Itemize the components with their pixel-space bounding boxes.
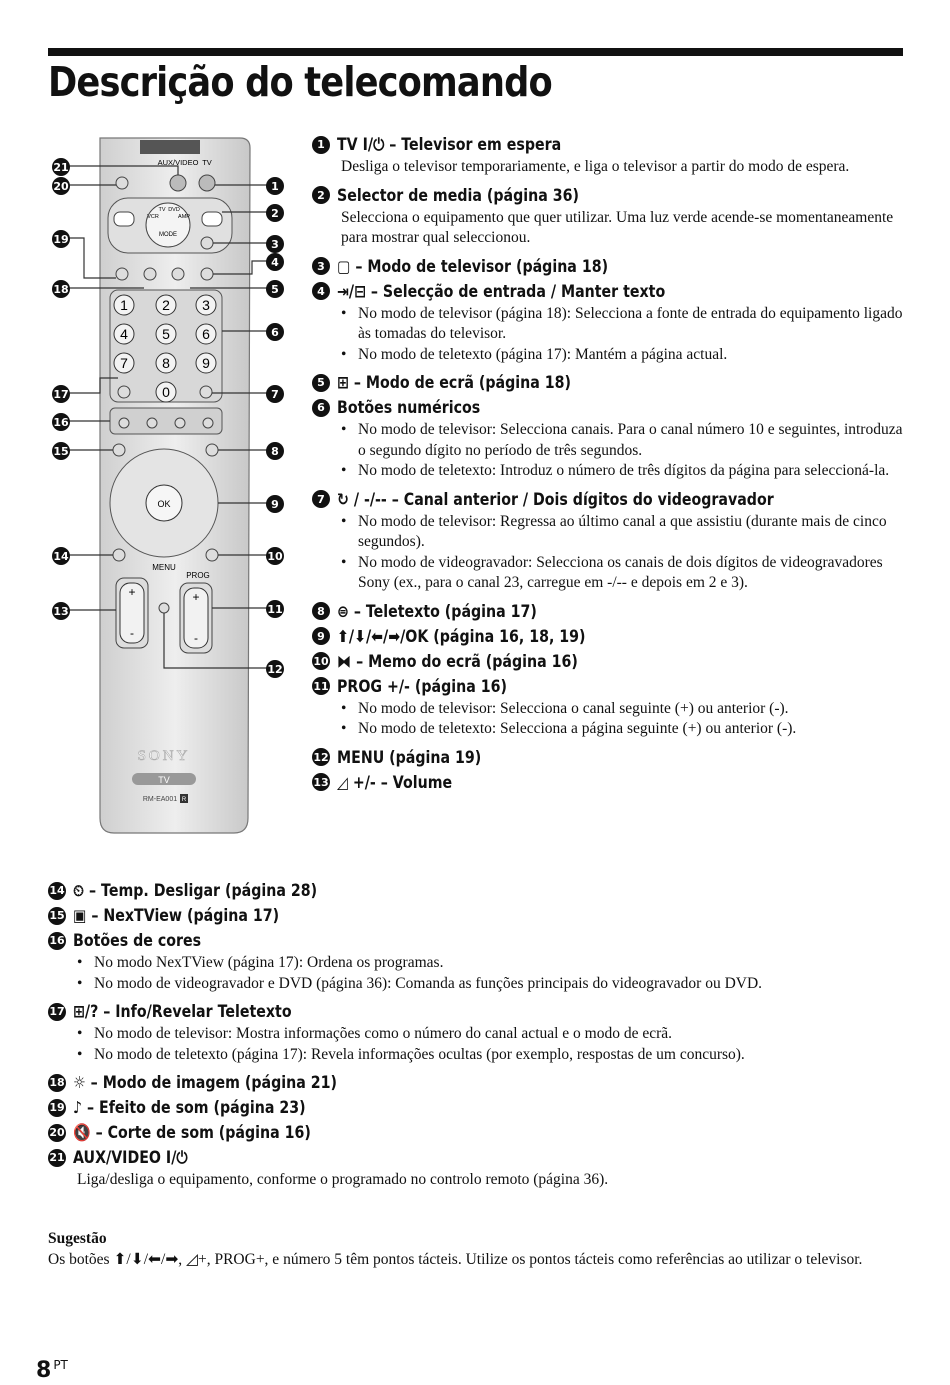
prog-label: PROG	[186, 571, 210, 580]
item-heading	[312, 132, 912, 157]
mode-label: MODE	[159, 232, 177, 238]
item-bullet: • No modo de televisor: Selecciona o canal seguinte (+) ou anterior (-).	[341, 699, 912, 720]
picture-mode-button[interactable]	[144, 268, 156, 280]
item-heading	[48, 903, 913, 928]
callout-21: 21	[52, 158, 70, 176]
item-number-badge: 13	[312, 773, 330, 791]
item-10	[312, 649, 912, 674]
tv-badge: TV	[158, 775, 170, 785]
digit-0: 0	[162, 384, 170, 400]
model-badge: R	[181, 797, 187, 803]
page-number: 8	[36, 1358, 52, 1383]
red-button[interactable]	[119, 418, 129, 428]
digit-6: 6	[202, 326, 210, 342]
item-bullet: • No modo de televisor (página 18): Selecciona a fonte de entrada do equipamento ligado às tomadas do televisor.	[341, 304, 912, 345]
aux-video-button[interactable]	[170, 175, 186, 191]
callout-15: 15	[52, 442, 70, 460]
item-heading	[312, 279, 912, 304]
page-footer	[36, 1358, 68, 1383]
item-6	[312, 395, 912, 482]
item-number-badge: 4	[312, 282, 330, 300]
callout-7: 7	[266, 385, 284, 403]
green-button[interactable]	[147, 418, 157, 428]
item-number-badge: 8	[312, 602, 330, 620]
amp-label: AMP	[178, 214, 190, 220]
volume-minus-label: -	[130, 626, 134, 640]
previous-channel-button[interactable]	[200, 386, 212, 398]
callout-16: 16	[52, 413, 70, 431]
sleep-timer-button[interactable]	[113, 549, 125, 561]
tip-text: Os botões ⬆/⬇/⬅/➡, ◿+, PROG+, e número 5 têm pontos tácteis. Utilize os pontos tácteis como referências ao utilizar o televisor.	[48, 1250, 863, 1268]
item-7	[312, 487, 912, 594]
selector-left-button[interactable]	[114, 212, 134, 226]
item-heading-text: Botões numéricos	[337, 398, 481, 417]
item-heading-text: Selector de media (página 36)	[337, 185, 579, 205]
item-19	[48, 1095, 913, 1120]
item-number-badge: 9	[312, 627, 330, 645]
item-bullet-list	[341, 304, 912, 366]
item-heading	[312, 674, 912, 699]
item-bullet-list	[77, 953, 913, 994]
aux-video-label: AUX/VIDEO	[157, 158, 199, 167]
item-17	[48, 999, 913, 1065]
item-heading-text: ⧓ – Memo do ecrã (página 16)	[337, 651, 578, 671]
item-heading-text: ◿ +/- – Volume	[337, 772, 453, 792]
item-8	[312, 599, 912, 624]
callout-1: 1	[266, 177, 284, 195]
model-number: RM-EA001	[142, 796, 178, 803]
item-bullet: • No modo de teletexto (página 17): Revela informações ocultas (por exemplo, respostas de um concurso).	[77, 1045, 913, 1066]
item-bullet-list	[77, 1024, 913, 1065]
item-1	[312, 132, 912, 178]
item-bullet-list	[341, 699, 912, 740]
item-14	[48, 878, 913, 903]
callout-10: 10	[266, 547, 284, 565]
menu-button[interactable]	[159, 603, 169, 613]
item-heading	[48, 878, 913, 903]
item-number-badge: 12	[312, 748, 330, 766]
item-heading	[312, 745, 912, 770]
item-heading-text: ▣ – NexTView (página 17)	[73, 906, 280, 925]
ok-label: OK	[157, 499, 171, 509]
item-description: Liga/desliga o equipamento, conforme o programado no controlo remoto (página 36).	[77, 1171, 609, 1188]
item-heading-text: PROG +/- (página 16)	[337, 676, 507, 696]
items-bottom-column	[48, 878, 913, 1196]
item-heading	[312, 770, 912, 795]
item-bullet: • No modo de televisor: Selecciona canais. Para o canal número 10 e seguintes, introduza o segundo dígito no período de três segundos.	[341, 420, 912, 461]
item-description: Selecciona o equipamento que quer utilizar. Uma luz verde acende-se momentaneamente para mostrar qual seleccionou.	[341, 208, 894, 246]
item-heading-text: Botões de cores	[73, 931, 202, 950]
vcr-label: VCR	[147, 214, 159, 220]
sound-effect-button[interactable]	[116, 268, 128, 280]
item-heading-text: 🔇 – Corte de som (página 16)	[73, 1122, 311, 1142]
page-title: Descrição do telecomando	[48, 58, 552, 106]
item-heading-text: ⊞ – Modo de ecrã (página 18)	[337, 373, 571, 392]
item-11	[312, 674, 912, 740]
item-bullet: • No modo NexTView (página 17): Ordena os programas.	[77, 953, 913, 974]
digit-8: 8	[162, 355, 170, 371]
digit-1: 1	[120, 297, 128, 313]
item-heading-text: TV I/⏻ – Televisor em espera	[337, 134, 562, 154]
tv-power-button[interactable]	[199, 175, 215, 191]
info-button[interactable]	[118, 386, 130, 398]
callout-9: 9	[266, 495, 284, 513]
callout-5: 5	[266, 280, 284, 298]
nextview-button[interactable]	[113, 444, 125, 456]
selector-right-button[interactable]	[202, 212, 222, 226]
item-number-badge: 17	[48, 1003, 66, 1021]
callout-4: 4	[266, 253, 284, 271]
item-18	[48, 1070, 913, 1095]
item-number-badge: 3	[312, 257, 330, 275]
remote-illustration	[40, 128, 300, 848]
tv-selector-label: TV	[158, 207, 166, 213]
item-number-badge: 15	[48, 907, 66, 925]
item-heading	[312, 183, 912, 208]
item-bullet: • No modo de televisor: Regressa ao último canal a que assistiu (durante mais de cinco segundos).	[341, 512, 912, 553]
item-bullet: • No modo de teletexto (página 17): Mantém a página actual.	[341, 345, 912, 366]
tv-power-label: TV	[202, 158, 212, 167]
digit-2: 2	[162, 297, 170, 313]
callout-18: 18	[52, 280, 70, 298]
callout-11: 11	[266, 600, 284, 618]
item-number-badge: 16	[48, 932, 66, 950]
item-heading-text: MENU (página 19)	[337, 747, 482, 767]
digit-3: 3	[202, 297, 210, 313]
screen-memo-button[interactable]	[206, 549, 218, 561]
item-9	[312, 624, 912, 649]
item-bullet: • No modo de videogravador e DVD (página 36): Comanda as funções principais do videogravador ou DVD.	[77, 974, 913, 995]
tip-box	[48, 1229, 908, 1270]
tip-title: Sugestão	[48, 1230, 107, 1247]
item-5	[312, 370, 912, 395]
digit-9: 9	[202, 355, 210, 371]
teletext-button[interactable]	[206, 444, 218, 456]
item-heading	[48, 928, 913, 953]
item-4	[312, 279, 912, 366]
item-heading	[312, 624, 912, 649]
items-right-column	[312, 132, 912, 795]
item-heading-text: ↻ / -/-- – Canal anterior / Dois dígitos do videogravador	[337, 489, 774, 509]
item-15	[48, 903, 913, 928]
item-description: Desliga o televisor temporariamente, e liga o televisor a partir do modo de espera.	[341, 158, 850, 175]
item-bullet: • No modo de teletexto: Selecciona a página seguinte (+) ou anterior (-).	[341, 719, 912, 740]
item-number-badge: 6	[312, 399, 330, 417]
callout-14: 14	[52, 547, 70, 565]
item-heading	[312, 395, 912, 420]
item-bullet: • No modo de videogravador: Selecciona os canais de dois dígitos de videogravadores Sony (ex., para o canal 23, carregue em -/-- e depois em 2 e 3).	[341, 553, 912, 594]
item-heading	[312, 254, 912, 279]
item-number-badge: 7	[312, 490, 330, 508]
item-heading	[48, 1095, 913, 1120]
prog-minus-label: -	[194, 631, 198, 645]
callout-12: 12	[266, 660, 284, 678]
item-heading-text: ♪ – Efeito de som (página 23)	[73, 1098, 306, 1117]
title-rule	[48, 48, 903, 56]
screen-mode-button[interactable]	[172, 268, 184, 280]
dvd-label: DVD	[168, 207, 180, 213]
tv-mode-button[interactable]	[201, 237, 213, 249]
item-number-badge: 18	[48, 1074, 66, 1092]
item-20	[48, 1120, 913, 1145]
callout-2: 2	[266, 204, 284, 222]
input-select-button[interactable]	[201, 268, 213, 280]
blue-button[interactable]	[203, 418, 213, 428]
item-heading	[312, 649, 912, 674]
item-heading	[48, 1120, 913, 1145]
item-12	[312, 745, 912, 770]
item-heading	[312, 370, 912, 395]
item-number-badge: 10	[312, 652, 330, 670]
digit-7: 7	[120, 355, 128, 371]
item-number-badge: 14	[48, 882, 66, 900]
item-bullet: • No modo de teletexto: Introduz o número de três dígitos da página para seleccioná-la.	[341, 461, 912, 482]
item-heading-text: ⊞/? – Info/Revelar Teletexto	[73, 1002, 292, 1021]
callout-17: 17	[52, 385, 70, 403]
item-number-badge: 21	[48, 1149, 66, 1167]
item-heading-text: ⬆/⬇/⬅/➡/OK (página 16, 18, 19)	[337, 626, 586, 646]
page-language: PT	[53, 1358, 68, 1372]
digit-5: 5	[162, 326, 170, 342]
item-number-badge: 1	[312, 136, 330, 154]
item-13	[312, 770, 912, 795]
item-2	[312, 183, 912, 249]
item-bullet-list	[341, 420, 912, 482]
item-21	[48, 1145, 913, 1191]
item-heading-text: ⊜ – Teletexto (página 17)	[337, 601, 537, 621]
callout-19: 19	[52, 230, 70, 248]
item-heading	[312, 599, 912, 624]
item-heading	[312, 487, 912, 512]
item-heading-text: AUX/VIDEO I/⏻	[73, 1147, 188, 1167]
callout-3: 3	[266, 235, 284, 253]
item-heading-text: ☼ – Modo de imagem (página 21)	[73, 1073, 337, 1092]
item-heading	[48, 1070, 913, 1095]
digit-4: 4	[120, 326, 128, 342]
callout-6: 6	[266, 323, 284, 341]
item-bullet-list	[341, 512, 912, 594]
sony-logo: SONY	[137, 748, 191, 764]
callout-20: 20	[52, 177, 70, 195]
item-number-badge: 5	[312, 374, 330, 392]
item-bullet: • No modo de televisor: Mostra informações como o número do canal actual e o modo de ecrã.	[77, 1024, 913, 1045]
item-heading-text: ⏲ – Temp. Desligar (página 28)	[73, 880, 318, 900]
item-heading	[48, 1145, 913, 1170]
volume-plus-label: +	[128, 585, 136, 599]
prog-plus-label: +	[192, 590, 200, 604]
item-number-badge: 11	[312, 677, 330, 695]
item-16	[48, 928, 913, 994]
menu-label: MENU	[152, 563, 176, 572]
callout-8: 8	[266, 442, 284, 460]
yellow-button[interactable]	[175, 418, 185, 428]
item-number-badge: 19	[48, 1099, 66, 1117]
callout-13: 13	[52, 602, 70, 620]
item-heading	[48, 999, 913, 1024]
item-3	[312, 254, 912, 279]
item-number-badge: 20	[48, 1124, 66, 1142]
mute-button[interactable]	[116, 177, 128, 189]
item-number-badge: 2	[312, 186, 330, 204]
item-heading-text: ⇥/⊟ – Selecção de entrada / Manter texto	[337, 281, 666, 301]
item-heading-text: ▢ – Modo de televisor (página 18)	[337, 256, 609, 276]
